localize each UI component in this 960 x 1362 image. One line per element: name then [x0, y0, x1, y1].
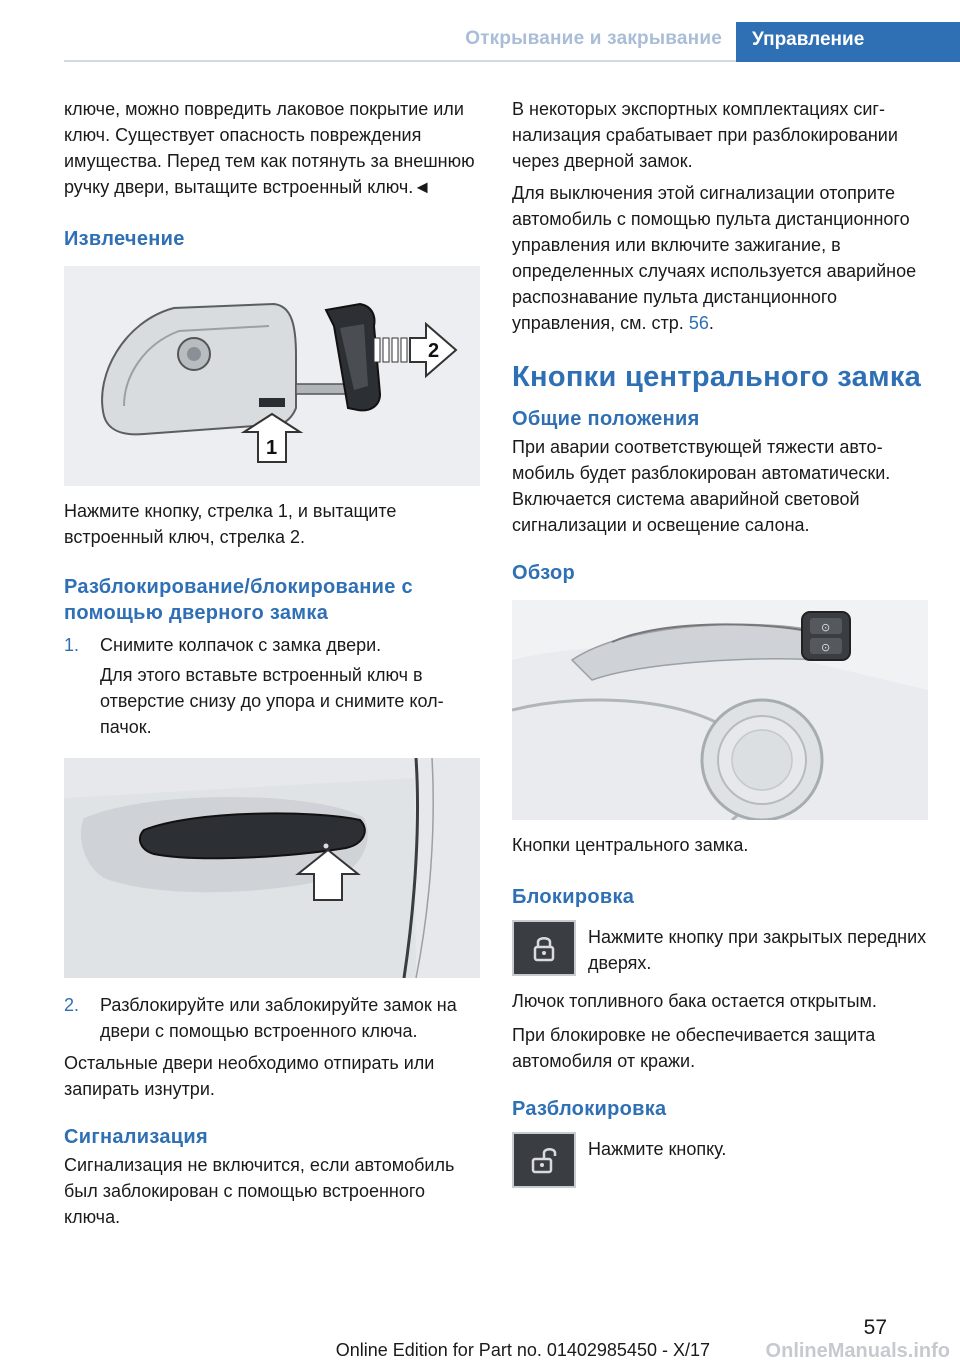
lock-button-row [512, 920, 928, 976]
door-lock-heading: Разблокирование/блокирование с помощью дверного замка [64, 576, 413, 624]
step-2-number: 2. [64, 995, 80, 1015]
general-paragraph: При аварии соответствующей тяжести автомобиль будет разблокирован автоматически. Включается система аварийной световой сигнализации и освещение салона. [512, 437, 891, 535]
step-1-number: 1. [64, 635, 80, 655]
alarm-paragraph: Сигнализация не включится, если автомобиль был заблокирован с помощью встроенного ключа. [64, 1155, 455, 1227]
edition-line: Online Edition for Part no. 01402985450 - X/17 [335, 1340, 710, 1360]
padlock-closed-icon [529, 933, 559, 963]
theft-paragraph: При блокировке не обеспечивается защита автомобиля от кражи. [512, 1025, 876, 1071]
arrow-1-label: 1 [266, 437, 278, 459]
lock-instruction: Нажмите кнопку при закрытых передних дверях. [588, 927, 927, 973]
padlock-open-icon [529, 1145, 559, 1175]
central-lock-heading: Кнопки центрального замка [512, 361, 922, 393]
disable-alarm-end: . [708, 313, 714, 333]
right-column [512, 96, 928, 1200]
alarm-heading: Сигнализация [64, 1126, 208, 1148]
lock-button-image [512, 920, 576, 976]
extract-heading: Извлечение [64, 228, 185, 250]
key-fob-illustration [64, 266, 480, 486]
step-1-text: Снимите колпачок с замка двери. [100, 635, 382, 655]
door-handle-figure [64, 758, 480, 978]
header-section-title: Открывание и закрывание [465, 28, 722, 49]
disable-alarm-text: Для выключения этой сигнализации отоприте автомобиль с помощью пульта дистанционного управления или включите зажигание, в определенных случаях используется аварийное распознавание пульта дистанционного управления, см. стр. [512, 183, 917, 333]
export-paragraph: В некоторых экспортных комплектациях сигнализация срабатывает при разблокировании через дверной замок. [512, 99, 898, 171]
disable-alarm-paragraph [512, 180, 928, 336]
lock-heading: Блокировка [512, 886, 635, 908]
header-rule [64, 60, 736, 62]
step-1 [64, 632, 484, 658]
left-column [64, 96, 484, 1236]
intro-paragraph: ключе, можно повредить лаковое покрытие или ключ. Существует опасность повреждения имущества. Перед тем как потянуть за внешнюю ручку двери, вытащите встроенный ключ.◄ [64, 99, 475, 197]
door-handle-illustration [64, 758, 480, 978]
page-56-link[interactable]: 56 [688, 313, 709, 333]
arrow-2-label: 2 [428, 340, 440, 362]
page-header [0, 22, 960, 62]
header-chapter-tab: Управление [736, 22, 960, 62]
step-2 [64, 992, 484, 1044]
other-doors-paragraph: Остальные двери необходимо отпирать или запирать изнутри. [64, 1053, 435, 1099]
page-footer [0, 1316, 960, 1362]
unlock-button-image [512, 1132, 576, 1188]
lock-glyph-icon: ⊙ [821, 641, 831, 654]
step-2-text: Разблокируйте или заблокируйте замок на двери с помощью встроенного ключа. [100, 995, 457, 1041]
key-extraction-figure [64, 266, 480, 486]
unlock-button-row [512, 1132, 928, 1188]
unlock-glyph-icon: ⊙ [821, 621, 831, 634]
central-lock-figure [512, 600, 928, 820]
unlock-heading: Разблокировка [512, 1098, 667, 1120]
page-number: 57 [863, 1316, 887, 1339]
overview-caption: Кнопки центрального замка. [512, 835, 749, 855]
fuel-flap-paragraph: Лючок топливного бака остается открытым. [512, 991, 877, 1011]
watermark: OnlineManuals.info [765, 1340, 950, 1362]
extract-instruction: Нажмите кнопку, стрелка 1, и вытащите встроенный ключ, стрелка 2. [64, 501, 397, 547]
overview-heading: Обзор [512, 562, 576, 584]
step-1-detail: Для этого вставьте встроенный ключ в отверстие снизу до упора и снимите колпачок. [100, 665, 444, 737]
door-panel-illustration [512, 600, 928, 820]
general-heading: Общие положения [512, 408, 700, 430]
unlock-instruction: Нажмите кнопку. [588, 1139, 727, 1159]
